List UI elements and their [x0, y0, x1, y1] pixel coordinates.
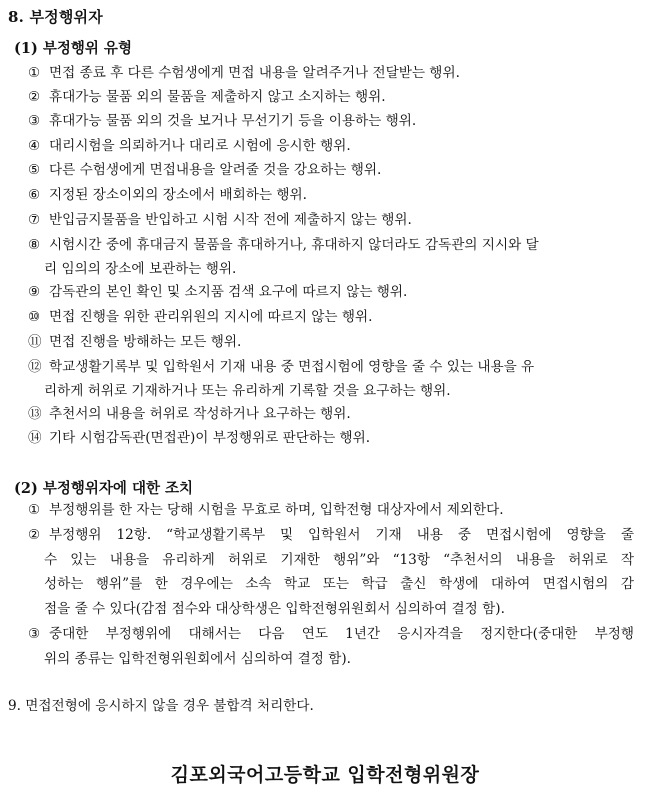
violation-type-item [28, 183, 634, 207]
signature-title: 김포외국어고등학교 입학전형위원장 [170, 764, 480, 786]
item-number: ⑥ [28, 187, 41, 203]
item-text: 학교생활기록부 및 입학원서 기재 내용 중 면접시험에 영향을 줄 수 있는 내용을 유 [49, 359, 535, 375]
item-number: ④ [28, 138, 41, 154]
item-text-continued: 리하게 허위로 기재하거나 또는 유리하게 기록할 것을 요구하는 행위. [44, 383, 451, 399]
item-text: 지정된 장소이외의 장소에서 배회하는 행위. [49, 187, 307, 203]
item-text-continued: 성하는 행위”를 한 경우에는 소속 학교 또는 학급 출신 학생에 대하여 면접시험의 감 [44, 576, 634, 592]
item-text: 감독관의 본인 확인 및 소지품 검색 요구에 따르지 않는 행위. [49, 284, 408, 300]
violation-type-item [28, 280, 634, 304]
item-number: ⑫ [28, 359, 42, 375]
item-text: 부정행위 12항. “학교생활기록부 및 입학원서 기재 내용 중 면접시험에 영향을 줄 [49, 527, 634, 543]
item-text: 반입금지물품을 반입하고 시험 시작 전에 제출하지 않는 행위. [49, 212, 412, 228]
subsection-title-types: (1) 부정행위 유형 [14, 40, 132, 57]
violation-type-item [28, 305, 634, 329]
violation-type-item [28, 158, 634, 182]
violation-type-item [28, 330, 634, 354]
item-text: 면접 진행을 방해하는 모든 행위. [49, 334, 242, 350]
violation-type-item [28, 134, 634, 158]
violation-type-item [28, 208, 634, 232]
section-heading: 8. 부정행위자 [8, 8, 103, 26]
item-number: ① [28, 502, 41, 518]
item-text: 중대한 부정행위에 대해서는 다음 연도 1년간 응시자격을 정지한다(중대한 부정행 [49, 626, 634, 642]
item-text: 대리시험을 의뢰하거나 대리로 시험에 응시한 행위. [49, 138, 351, 154]
item-text: 면접 종료 후 다른 수험생에게 면접 내용을 알려주거나 전달받는 행위. [49, 65, 460, 81]
item-text: 면접 진행을 위한 관리위원의 지시에 따르지 않는 행위. [49, 309, 373, 325]
measure-item [28, 523, 634, 621]
item-number: ⑤ [28, 162, 41, 178]
violation-type-item [28, 426, 634, 450]
item-number: ⑬ [28, 406, 42, 422]
item-number: ③ [28, 113, 41, 129]
item-number: ② [28, 89, 41, 105]
violation-type-item [28, 61, 634, 85]
item-text: 휴대가능 물품 외의 것을 보거나 무선기기 등을 이용하는 행위. [49, 113, 417, 129]
item-number: ⑦ [28, 212, 41, 228]
item-number: ① [28, 65, 41, 81]
violation-type-item [28, 402, 634, 426]
item-text-continued: 점을 줄 수 있다(감점 점수와 대상학생은 입학전형위원회서 심의하여 결정 함). [44, 600, 505, 617]
item-number: ⑩ [28, 309, 41, 325]
item-text: 휴대가능 물품 외의 물품을 제출하지 않고 소지하는 행위. [49, 89, 386, 105]
item-number: ⑪ [28, 334, 42, 350]
measure-item [28, 622, 634, 671]
item-text: 추천서의 내용을 허위로 작성하거나 요구하는 행위. [49, 406, 351, 422]
violation-type-item [28, 109, 634, 133]
item-number: ② [28, 527, 41, 543]
item-text-continued: 수 있는 내용을 유리하게 허위로 기재한 행위”와 “13항 “추천서의 내용을 허위로 작 [44, 551, 634, 568]
violation-type-item [28, 355, 634, 403]
item-number: ⑭ [28, 430, 42, 446]
item-text-continued: 위의 종류는 입학전형위원회에서 심의하여 결정 함). [44, 650, 351, 667]
item-text-continued: 리 임의의 장소에 보관하는 행위. [44, 261, 237, 277]
measure-item [28, 498, 634, 523]
item-number: ⑧ [28, 237, 41, 253]
item-text: 부정행위를 한 자는 당해 시험을 무효로 하며, 입학전형 대상자에서 제외한다. [49, 502, 504, 518]
item-number: ③ [28, 626, 41, 642]
note-absence: 9. 면접전형에 응시하지 않을 경우 불합격 처리한다. [8, 698, 314, 714]
item-text: 시험시간 중에 휴대금지 물품을 휴대하거나, 휴대하지 않더라도 감독관의 지시와 달 [49, 237, 539, 253]
violation-type-item [28, 85, 634, 109]
subsection-title-measures: (2) 부정행위자에 대한 조치 [14, 480, 194, 497]
item-text: 다른 수험생에게 면접내용을 알려줄 것을 강요하는 행위. [49, 162, 382, 178]
violation-type-item [28, 233, 634, 281]
item-text: 기타 시험감독관(면접관)이 부정행위로 판단하는 행위. [49, 430, 371, 446]
item-number: ⑨ [28, 284, 41, 300]
